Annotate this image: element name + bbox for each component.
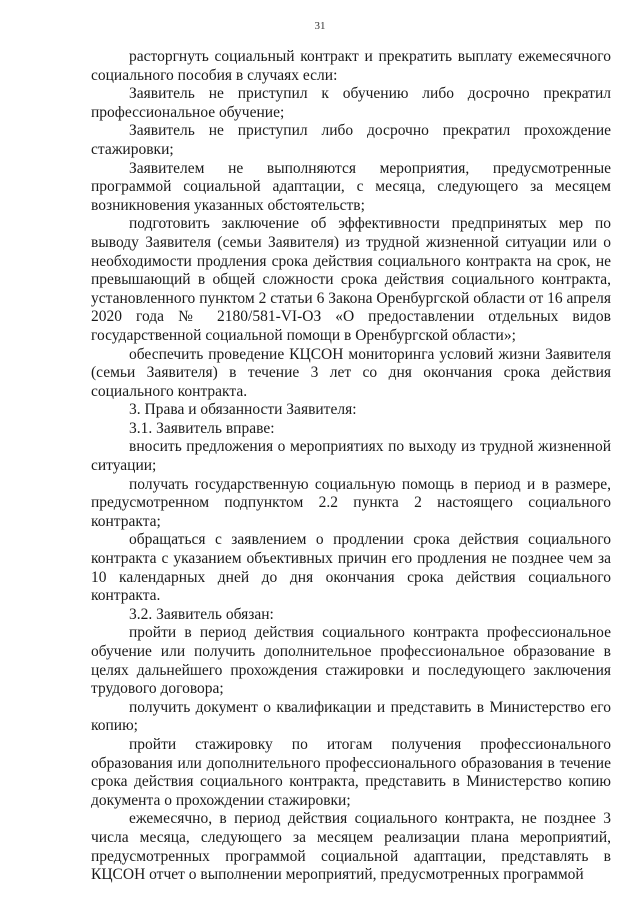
paragraph: получить документ о квалификации и представить в Министерство его копию; [91,698,611,735]
paragraph: Заявителем не выполняются мероприятия, предусмотренные программой социальной адаптации, с месяца, следующего за месяцем возникновения указанных обстоятельств; [91,159,611,214]
page-number: 31 [314,20,326,32]
paragraph: обращаться с заявлением о продлении срока действия социального контракта с указанием объективных причин его продления не позднее чем за 10 календарных дней до дня окончания срока действия социального контракта. [91,531,611,605]
subsection-heading: 3.2. Заявитель обязан: [129,605,274,623]
subsection-heading: 3.1. Заявитель вправе: [129,419,275,437]
paragraph: получать государственную социальную помощь в период и в размере, предусмотренном подпунктом 2.2 пункта 2 настоящего социального контракта; [91,475,611,530]
section-heading: 3. Права и обязанности Заявителя: [129,401,357,419]
paragraph: ежемесячно, в период действия социального контракта, не позднее 3 числа месяца, следующего за месяцем реализации плана мероприятий, предусмотренных программой социальной адаптации, представлять в КЦСОН отчет о выполнении мероприятий, предусмотренных программой [91,810,611,884]
paragraph: обеспечить проведение КЦСОН мониторинга условий жизни Заявителя (семьи Заявителя) в течение 3 лет со дня окончания срока действия социального контракта. [91,345,611,400]
paragraph: Заявитель не приступил либо досрочно прекратил прохождение стажировки; [91,122,611,158]
document-body [91,48,611,885]
paragraph: расторгнуть социальный контракт и прекратить выплату ежемесячного социального пособия в случаях если: [91,48,611,84]
paragraph: Заявитель не приступил к обучению либо досрочно прекратил профессиональное обучение; [91,85,611,121]
paragraph: пройти в период действия социального контракта профессиональное обучение или получить дополнительное профессиональное образование в целях дальнейшего прохождения стажировки и последующего заключения трудового договора; [91,624,611,698]
paragraph: вносить предложения о мероприятиях по выходу из трудной жизненной ситуации; [91,438,611,475]
paragraph: пройти стажировку по итогам получения профессионального образования или дополнительного профессионального образования в течение срока действия социального контракта, представить в Министерство копию документа о прохождении стажировки; [91,735,611,809]
paragraph: подготовить заключение об эффективности предпринятых мер по выводу Заявителя (семьи Заявителя) из трудной жизненной ситуации или о необходимости продления срока действия социального контракта на срок, не превышающий в общей сложности срока действия социального контракта, установленного пунктом 2 статьи 6 Закона Оренбургской области от 16 апреля 2020 года № 2180/581-VI-ОЗ «О предоставлении отдельных видов государственной социальной помощи в Оренбургской области»; [91,215,611,344]
